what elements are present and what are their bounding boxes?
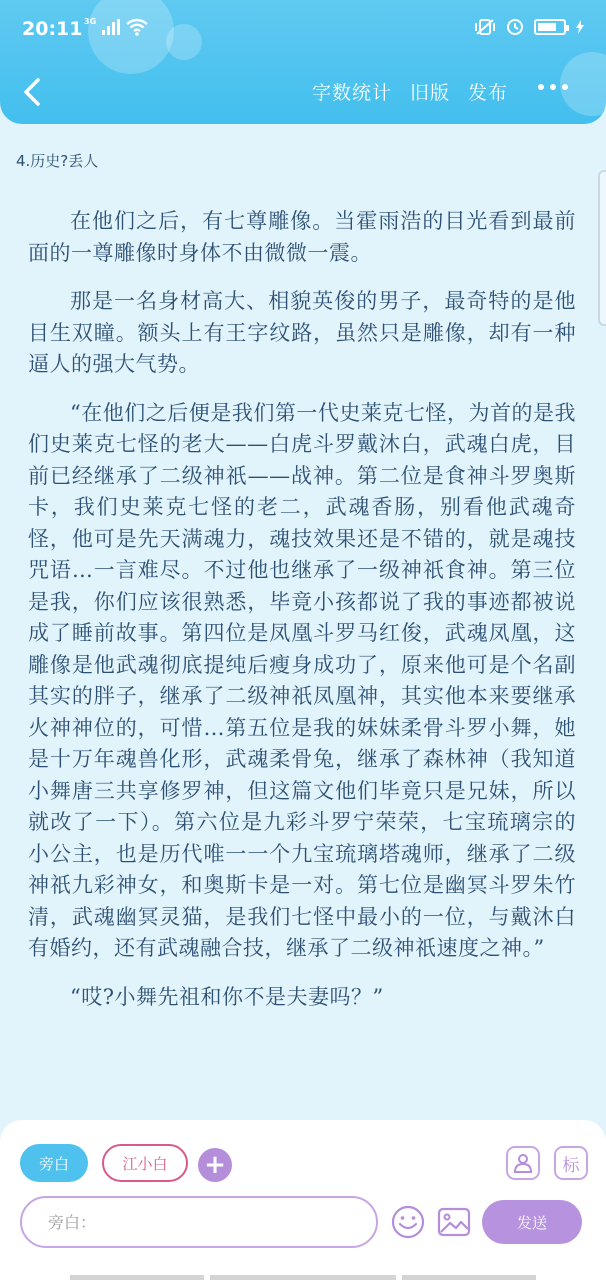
role-chip-narrator[interactable]: 旁白 (20, 1144, 88, 1182)
word-count-button[interactable]: 字数统计 (311, 82, 392, 104)
more-button[interactable] (538, 84, 568, 90)
alarm-icon (506, 18, 524, 36)
chapter-content[interactable] (28, 206, 576, 1030)
back-button[interactable] (18, 74, 48, 110)
paragraph: 那是一名身材高大、相貌英俊的男子，最奇特的是他目生双瞳。额头上有王字纹路，虽然只是雕像，却有一种逼人的强大气势。 (28, 289, 576, 376)
network-type: 3G (84, 16, 97, 26)
role-chip-character[interactable]: 江小白 (102, 1144, 188, 1182)
add-role-button[interactable] (198, 1148, 232, 1182)
chapter-title[interactable]: 4.历史?丢人 (16, 152, 99, 170)
compose-bar (0, 1120, 606, 1280)
signal-icon (102, 19, 120, 35)
more-dots-icon (538, 84, 544, 90)
scroll-handle[interactable] (598, 170, 606, 326)
role-manage-button[interactable] (506, 1146, 540, 1180)
home-indicator (210, 1275, 396, 1280)
tag-button[interactable] (554, 1146, 588, 1180)
smiley-icon (390, 1204, 426, 1240)
emoji-button[interactable] (390, 1204, 426, 1240)
home-indicator (70, 1275, 204, 1280)
tag-label: 标 (562, 1155, 580, 1176)
header-actions (312, 78, 508, 105)
message-input[interactable] (20, 1196, 378, 1248)
chevron-left-icon (18, 74, 48, 110)
status-bar (0, 0, 606, 60)
paragraph: “哎?小舞先祖和你不是夫妻吗？” (70, 984, 384, 1009)
more-dot (550, 84, 556, 90)
image-icon (436, 1204, 472, 1240)
paragraph: 在他们之后，有七尊雕像。当霍雨浩的目光看到最前面的一尊雕像时身体不由微微一震。 (28, 209, 576, 265)
person-icon (512, 1152, 534, 1174)
image-button[interactable] (436, 1204, 472, 1240)
more-dot (562, 84, 568, 90)
status-time: 20:11 (22, 18, 83, 40)
paragraph: “在他们之后便是我们第一代史莱克七怪，为首的是我们史莱克七怪的老大——白虎斗罗戴沐白，武魂白虎，目前已经继承了二级神祇——战神。第二位是食神斗罗奥斯卡，我们史莱克七怪的老二，武魂香肠，别看他武魂奇怪，他可是先天满魂力，魂技效果还是不错的，就是魂技咒语…一言难尽。不过他也继承了一级神祇食神。第三位是我，你们应该很熟悉，毕竟小孩都说了我的事迹都被说成了睡前故事。第四位是凤凰斗罗马红俊，武魂凤凰，这雕像是他武魂彻底提纯后瘦身成功了，原来他可是个名副其实的胖子，继承了二级神祇凤凰神，其实他本来要继承火神神位的，可惜…第五位是我的妹妹柔骨斗罗小舞，她是十万年魂兽化形，武魂柔骨兔，继承了森林神（我知道小舞唐三共享修罗神，但这篇文他们毕竟只是兄妹，所以就改了一下）。第六位是九彩斗罗宁荣荣，七宝琉璃宗的小公主，也是历代唯一一个九宝琉璃塔魂师，继承了二级神祇九彩神女，和奥斯卡是一对。第七位是幽冥斗罗朱竹清，武魂幽冥灵猫，是我们七怪中最小的一位，与戴沐白有婚约，还有武魂融合技，继承了二级神祇速度之神。” (28, 400, 576, 960)
status-icons-right (474, 18, 584, 36)
plus-icon: + (204, 1150, 226, 1180)
send-button[interactable]: 发送 (482, 1200, 582, 1244)
wifi-icon (126, 18, 148, 36)
old-version-button[interactable]: 旧版 (409, 82, 450, 104)
status-icons-left (84, 18, 148, 36)
app-header (0, 0, 606, 124)
home-indicator (402, 1275, 536, 1280)
battery-icon (534, 19, 566, 35)
charging-icon (576, 20, 584, 34)
vibrate-icon (474, 18, 496, 36)
publish-button[interactable]: 发布 (467, 82, 508, 104)
